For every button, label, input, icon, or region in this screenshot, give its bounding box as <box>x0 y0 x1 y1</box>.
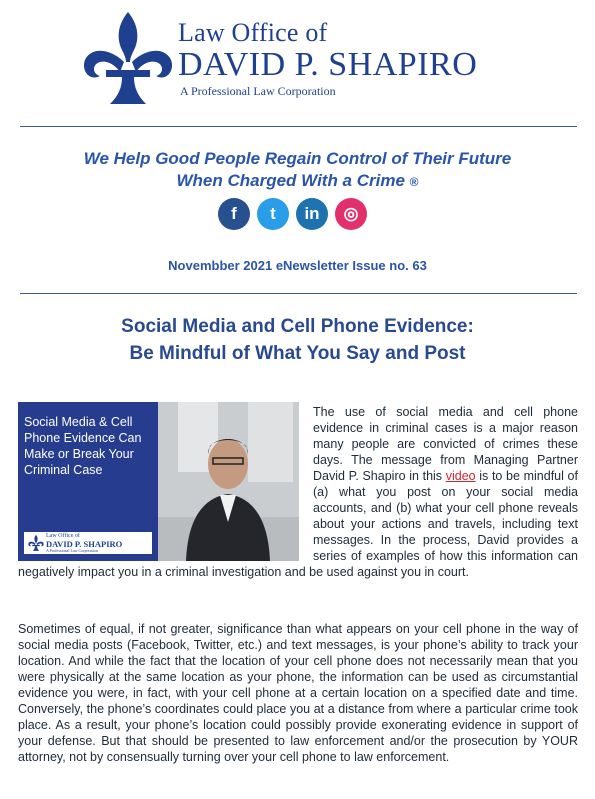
video-logo-line2: DAVID P. SHAPIRO <box>46 539 123 549</box>
tagline-line1: We Help Good People Regain Control of Their Future <box>83 149 512 168</box>
tagline-line2 <box>0 170 595 193</box>
video-logo-line3: A Professional Law Corporation <box>46 548 98 553</box>
p1-text-a: The use of social media and cell phone evidence in criminal cases is a major reason many people are convicted of crimes these days. The message from Managing Partner David P. Shapiro in this <box>313 405 578 483</box>
video-link[interactable]: video <box>445 469 476 483</box>
p1-text-b: is to be mindful of (a) what you post on your social media accounts, and (b) what your cell phone reveals about your actions and travels, including text messages. In the process, David provides a series of examples of how this information can negatively impact you in a criminal investigation and be used against you in court. <box>18 469 578 579</box>
article-paragraph-1 <box>18 404 578 580</box>
article-paragraph-2: Sometimes of equal, if not greater, significance than what appears on your cell phone in the way of social media posts (Facebook, Twitter, etc.) and text messages, is your phone’s ability to track your location. And while the fact that the location of your cell phone does not necessarily mean that you were physically at the same location as your phone, the information can be used as circumstantial evidence you were, in fact, with your cell phone at a certain location on a specified date and time. Conversely, the phone’s coordinates could place you at a distance from where a particular crime took place. As a result, your phone’s location could possibly provide exonerating evidence in support of your defense. But that should be presented to law enforcement and/or the prosecution by YOUR attorney, not by consensually turning over your cell phone to law enforcement. <box>18 622 578 764</box>
instagram-icon[interactable]: ◎ <box>335 198 367 230</box>
video-logo-line1: Law Office of <box>46 533 80 539</box>
divider-middle <box>20 293 577 294</box>
fleur-de-lis-icon <box>82 10 174 108</box>
firm-subtitle: A Professional Law Corporation <box>180 84 336 98</box>
article-title <box>0 313 595 367</box>
tagline-line2-text: When Charged With a Crime <box>176 171 405 190</box>
firm-logo-header <box>78 8 518 108</box>
firm-name-line2: DAVID P. SHAPIRO <box>178 46 478 83</box>
linkedin-icon[interactable]: in <box>296 198 328 230</box>
article-title-line1: Social Media and Cell Phone Evidence: <box>121 316 474 337</box>
divider-top <box>20 126 577 127</box>
issue-line: Novembber 2021 eNewsletter Issue no. 63 <box>168 258 427 273</box>
twitter-icon[interactable]: t <box>257 198 289 230</box>
article-title-line2: Be Mindful of What You Say and Post <box>129 343 466 364</box>
registered-mark: ® <box>409 175 419 189</box>
video-float-spacer <box>18 404 313 562</box>
video-title-text: Social Media & Cell Phone Evidence Can Make or Break Your Criminal Case <box>24 415 142 477</box>
social-links <box>218 198 367 230</box>
facebook-icon[interactable]: f <box>218 198 250 230</box>
firm-name-line1: Law Office of <box>178 18 328 47</box>
